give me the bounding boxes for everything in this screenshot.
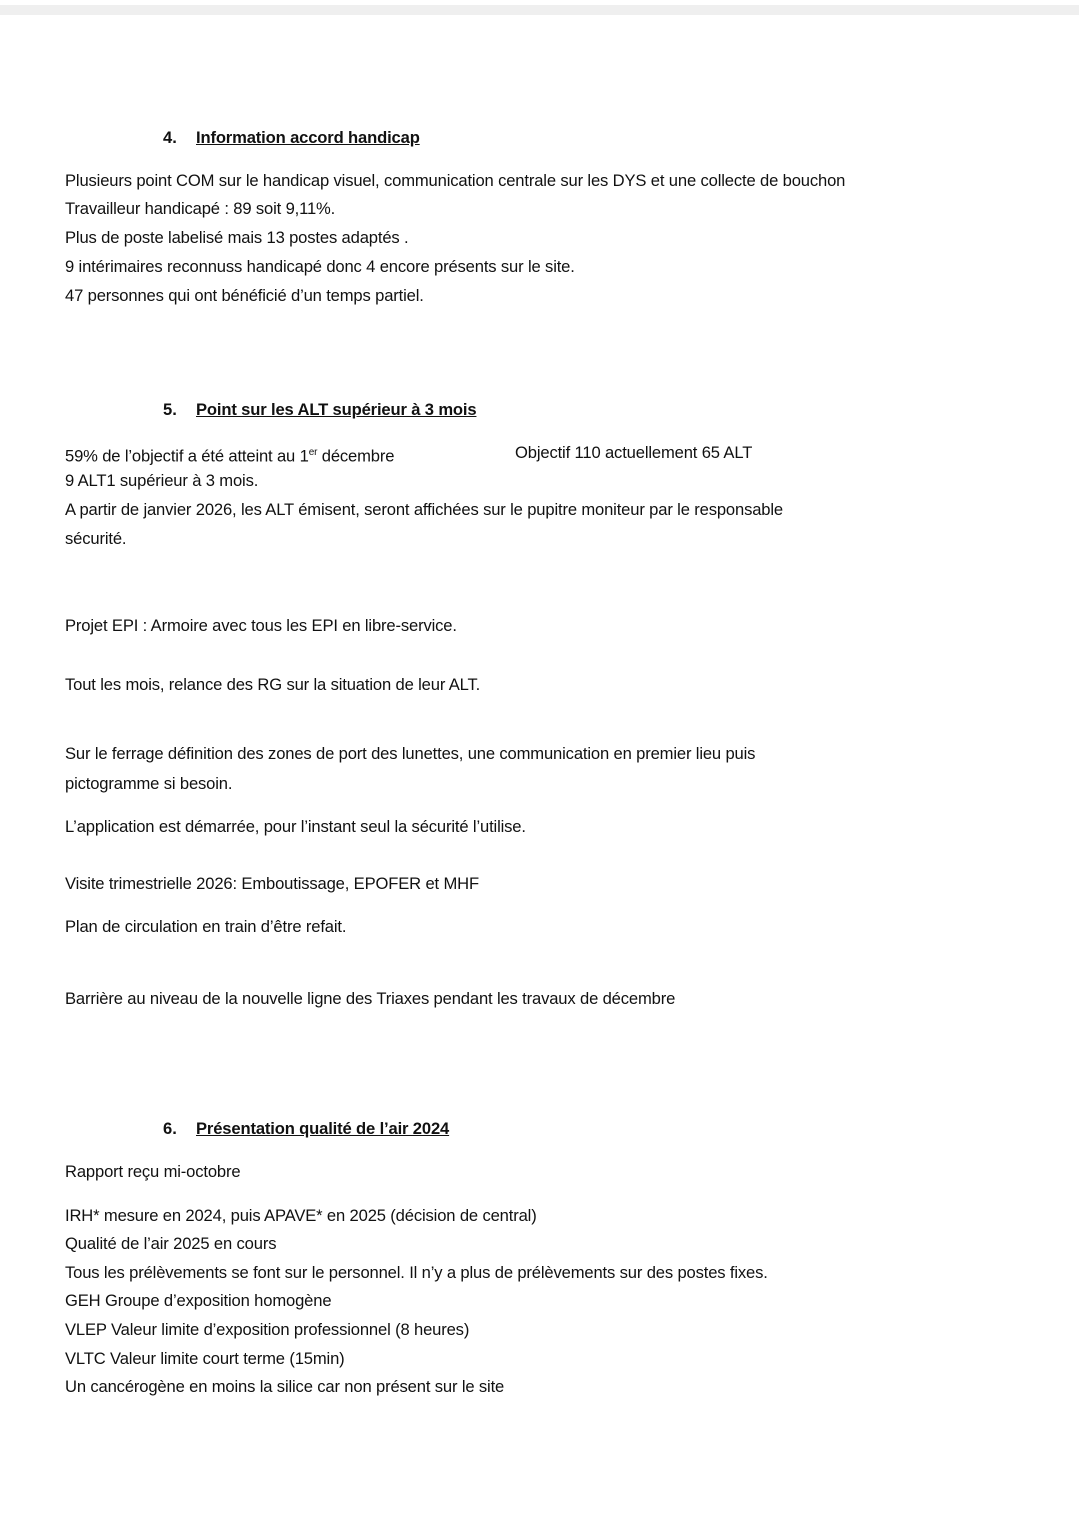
paragraph-line: Barrière au niveau de la nouvelle ligne des Triaxes pendant les travaux de décembre xyxy=(65,989,676,1008)
section-title: Présentation qualité de l’air 2024 xyxy=(196,1119,450,1138)
paragraph-line: Qualité de l’air 2025 en cours xyxy=(65,1234,277,1253)
paragraph-line: 9 intérimaires reconnuss handicapé donc 4 encore présents sur le site. xyxy=(65,257,575,276)
superscript: er xyxy=(308,447,318,458)
text: 59% de l’objectif a été atteint au 1 xyxy=(65,446,309,466)
paragraph-line: VLEP Valeur limite d’exposition professionnel (8 heures) xyxy=(65,1320,470,1339)
top-bar xyxy=(0,5,1079,15)
paragraph-line: sécurité. xyxy=(65,529,127,548)
section-title: Point sur les ALT supérieur à 3 mois xyxy=(196,400,477,419)
section-title: Information accord handicap xyxy=(196,128,420,147)
paragraph-line: Plus de poste labelisé mais 13 postes adaptés . xyxy=(65,228,409,247)
paragraph-line: Tout les mois, relance des RG sur la situation de leur ALT. xyxy=(65,675,481,694)
paragraph-line: Projet EPI : Armoire avec tous les EPI en libre-service. xyxy=(65,616,457,635)
section-number: 5. xyxy=(163,400,177,419)
paragraph-line: Objectif 110 actuellement 65 ALT xyxy=(515,443,753,462)
paragraph-line: 47 personnes qui ont bénéficié d’un temps partiel. xyxy=(65,286,424,305)
paragraph-line xyxy=(65,442,394,468)
paragraph-line: Plusieurs point COM sur le handicap visuel, communication centrale sur les DYS et une collecte de bouchon xyxy=(65,171,846,190)
section-number: 4. xyxy=(163,128,177,147)
paragraph-line: Sur le ferrage définition des zones de port des lunettes, une communication en premier lieu puis xyxy=(65,744,756,763)
paragraph-line: Rapport reçu mi-octobre xyxy=(65,1162,241,1181)
paragraph-line: Plan de circulation en train d’être refait. xyxy=(65,917,347,936)
paragraph-line: L’application est démarrée, pour l’instant seul la sécurité l’utilise. xyxy=(65,817,526,836)
paragraph-line: pictogramme si besoin. xyxy=(65,774,233,793)
paragraph-line: Un cancérogène en moins la silice car non présent sur le site xyxy=(65,1377,505,1396)
paragraph-line: Tous les prélèvements se font sur le personnel. Il n’y a plus de prélèvements sur des postes fixes. xyxy=(65,1263,768,1282)
paragraph-line: A partir de janvier 2026, les ALT émisent, seront affichées sur le pupitre moniteur par le responsable xyxy=(65,500,784,519)
paragraph-line: Travailleur handicapé : 89 soit 9,11%. xyxy=(65,199,336,218)
section-number: 6. xyxy=(163,1119,177,1138)
paragraph-line: 9 ALT1 supérieur à 3 mois. xyxy=(65,471,259,490)
paragraph-line: GEH Groupe d’exposition homogène xyxy=(65,1291,332,1310)
paragraph-line: Visite trimestrielle 2026: Emboutissage, EPOFER et MHF xyxy=(65,874,479,893)
paragraph-line: VLTC Valeur limite court terme (15min) xyxy=(65,1349,345,1368)
text: décembre xyxy=(317,446,395,466)
paragraph-line: IRH* mesure en 2024, puis APAVE* en 2025 (décision de central) xyxy=(65,1206,537,1225)
